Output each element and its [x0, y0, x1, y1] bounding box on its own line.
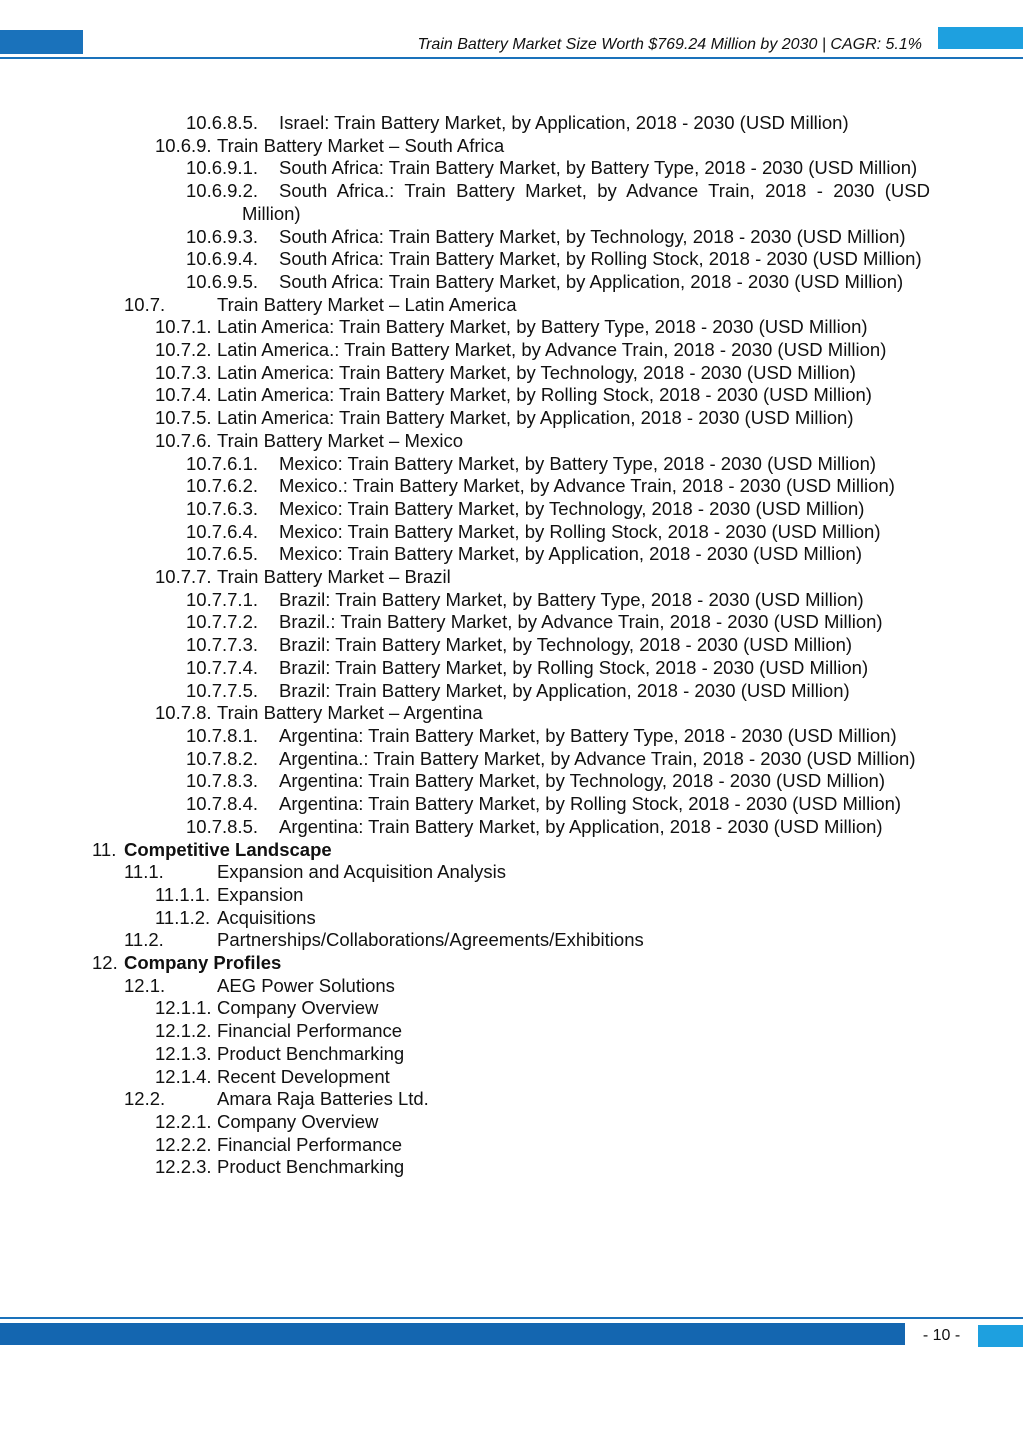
toc-entry [0, 543, 1023, 566]
toc-entry-text: Latin America: Train Battery Market, by Application, 2018 - 2030 (USD Million) [217, 407, 854, 429]
toc-entry-number: 11.1. [124, 861, 164, 883]
toc-entry-text: Brazil: Train Battery Market, by Battery Type, 2018 - 2030 (USD Million) [279, 588, 864, 610]
toc-entry-text: Argentina.: Train Battery Market, by Advance Train, 2018 - 2030 (USD Million) [279, 747, 916, 769]
toc-entry [0, 725, 1023, 748]
header-rule [0, 57, 1023, 59]
toc-entry-text: Argentina: Train Battery Market, by Battery Type, 2018 - 2030 (USD Million) [279, 724, 897, 746]
toc-entry-text: Mexico: Train Battery Market, by Rolling Stock, 2018 - 2030 (USD Million) [279, 520, 881, 542]
toc-entry-text: Expansion [217, 883, 304, 905]
toc-entry-text: Brazil: Train Battery Market, by Application, 2018 - 2030 (USD Million) [279, 679, 850, 701]
toc-entry-number: 11.1.2. [155, 906, 211, 928]
toc-entry-text: Competitive Landscape [124, 838, 332, 860]
toc-entry [0, 430, 1023, 453]
toc-entry [0, 226, 1023, 249]
toc-entry-text: South Africa: Train Battery Market, by Application, 2018 - 2030 (USD Million) [279, 270, 904, 292]
toc-entry [0, 316, 1023, 339]
toc-entry-number: 10.6.9.3. [186, 225, 259, 247]
toc-entry-text: Train Battery Market – Brazil [217, 566, 451, 588]
toc-entry [0, 861, 1023, 884]
toc-entry-number: 10.7.7.1. [186, 588, 259, 610]
toc-entry-number: 10.7.6.5. [186, 543, 259, 565]
toc-entry [0, 453, 1023, 476]
toc-entry-number: 11.1.1. [155, 883, 211, 905]
toc-entry-number: 10.7.5. [155, 407, 212, 429]
toc-entry [0, 702, 1023, 725]
toc-entry-text: Partnerships/Collaborations/Agreements/Exhibitions [217, 929, 644, 951]
toc-entry-number: 12.1.4. [155, 1065, 212, 1087]
toc-entry [0, 1020, 1023, 1043]
toc-entry-number: 10.7.8.2. [186, 747, 259, 769]
toc-entry-number: 12.1.2. [155, 1020, 212, 1042]
toc-entry [0, 634, 1023, 657]
toc-entry-text: Mexico: Train Battery Market, by Technology, 2018 - 2030 (USD Million) [279, 497, 865, 519]
toc-entry-text: Financial Performance [217, 1020, 403, 1042]
toc-entry [0, 135, 1023, 158]
toc-entry [0, 839, 1023, 862]
toc-entry-number: 10.6.9.1. [186, 157, 259, 179]
footer-rule [0, 1317, 1023, 1319]
toc-entry-text: Mexico: Train Battery Market, by Application, 2018 - 2030 (USD Million) [279, 543, 862, 565]
toc-entry [0, 952, 1023, 975]
toc-entry-number: 10.7.6.2. [186, 475, 259, 497]
toc-entry-text: Train Battery Market – South Africa [217, 134, 505, 156]
toc-entry-number: 10.7.7.5. [186, 679, 259, 701]
toc-entry-number: 10.7.1. [155, 316, 212, 338]
toc-entry-number: 10.7.3. [155, 361, 212, 383]
toc-entry-text: Company Profiles [124, 952, 282, 974]
toc-entry [0, 1134, 1023, 1157]
toc-entry-text: Amara Raja Batteries Ltd. [217, 1088, 429, 1110]
header-accent-left [0, 30, 83, 54]
toc-entry-number: 10.7.8.4. [186, 793, 259, 815]
toc-entry [0, 929, 1023, 952]
toc-entry [0, 339, 1023, 362]
toc-entry [0, 407, 1023, 430]
toc-entry-number: 12.1.1. [155, 997, 212, 1019]
toc-entry-text: Product Benchmarking [217, 1042, 405, 1064]
toc-entry-text: AEG Power Solutions [217, 974, 395, 996]
toc-entry-number: 10.7.6.1. [186, 452, 259, 474]
toc-entry [0, 793, 1023, 816]
toc-entry-number: 10.7.6.4. [186, 520, 259, 542]
toc-entry-text: Latin America: Train Battery Market, by Technology, 2018 - 2030 (USD Million) [217, 361, 856, 383]
toc-entry [0, 294, 1023, 317]
toc-entry [0, 884, 1023, 907]
toc-entry [0, 384, 1023, 407]
toc-entry-number: 10.7.7. [155, 566, 212, 588]
table-of-contents [0, 112, 1023, 1179]
toc-entry [0, 1088, 1023, 1111]
toc-entry-number: 10.7.8. [155, 702, 212, 724]
toc-entry [0, 1043, 1023, 1066]
toc-entry-text: Latin America: Train Battery Market, by Battery Type, 2018 - 2030 (USD Million) [217, 316, 868, 338]
toc-entry-text: Latin America.: Train Battery Market, by Advance Train, 2018 - 2030 (USD Million) [217, 339, 887, 361]
toc-entry-text: Mexico: Train Battery Market, by Battery Type, 2018 - 2030 (USD Million) [279, 452, 877, 474]
toc-entry [0, 157, 1023, 180]
toc-entry-number: 10.6.9.2. [186, 180, 259, 202]
toc-entry [0, 362, 1023, 385]
toc-entry [0, 770, 1023, 793]
toc-entry-text: Israel: Train Battery Market, by Application, 2018 - 2030 (USD Million) [279, 112, 849, 133]
footer-accent-right [978, 1325, 1023, 1347]
toc-entry-number: 11.2. [124, 929, 164, 951]
toc-entry [0, 680, 1023, 703]
toc-entry-number: 10.6.9.4. [186, 248, 259, 270]
toc-entry-number: 12.1. [124, 974, 166, 996]
toc-entry-number: 10.7.8.5. [186, 815, 259, 837]
toc-entry-text: South Africa: Train Battery Market, by Battery Type, 2018 - 2030 (USD Million) [279, 157, 918, 179]
toc-entry-number: 12.2. [124, 1088, 166, 1110]
toc-entry [0, 907, 1023, 930]
toc-entry [0, 521, 1023, 544]
toc-entry [0, 271, 1023, 294]
toc-entry-text: Latin America: Train Battery Market, by Rolling Stock, 2018 - 2030 (USD Million) [217, 384, 872, 406]
toc-entry-number: 10.7.7.4. [186, 656, 259, 678]
toc-entry [0, 748, 1023, 771]
toc-entry [0, 248, 1023, 271]
toc-entry [0, 816, 1023, 839]
toc-entry-number: 10.6.9. [155, 134, 212, 156]
toc-entry-number: 10.6.8.5. [186, 112, 259, 133]
toc-entry [0, 1066, 1023, 1089]
toc-entry [0, 975, 1023, 998]
toc-entry-text: Recent Development [217, 1065, 390, 1087]
footer-bar [0, 1323, 905, 1345]
toc-entry [0, 997, 1023, 1020]
toc-entry [0, 566, 1023, 589]
toc-entry-number: 10.6.9.5. [186, 270, 259, 292]
toc-entry-text: South Africa: Train Battery Market, by Technology, 2018 - 2030 (USD Million) [279, 225, 906, 247]
toc-entry-text: Brazil: Train Battery Market, by Technology, 2018 - 2030 (USD Million) [279, 634, 853, 656]
toc-entry-text: Train Battery Market – Argentina [217, 702, 483, 724]
toc-entry-text: South Africa.: Train Battery Market, by Advance Train, 2018 - 2030 (USD Million) [242, 180, 930, 224]
toc-entry-number: 10.7. [124, 293, 166, 315]
toc-entry-text: Company Overview [217, 997, 379, 1019]
toc-entry-text: Train Battery Market – Latin America [217, 293, 517, 315]
toc-entry [0, 657, 1023, 680]
toc-entry [0, 475, 1023, 498]
toc-entry-text: Financial Performance [217, 1133, 403, 1155]
toc-entry-number: 12.2.2. [155, 1133, 212, 1155]
toc-entry [0, 611, 1023, 634]
toc-entry-number: 10.7.7.2. [186, 611, 259, 633]
toc-entry [0, 112, 1023, 135]
toc-entry-text: Company Overview [217, 1110, 379, 1132]
toc-entry [0, 1156, 1023, 1179]
toc-entry-number: 10.7.7.3. [186, 634, 259, 656]
toc-entry-text: Mexico.: Train Battery Market, by Advance Train, 2018 - 2030 (USD Million) [279, 475, 895, 497]
toc-entry-text: Argentina: Train Battery Market, by Application, 2018 - 2030 (USD Million) [279, 815, 883, 837]
toc-entry-text: Argentina: Train Battery Market, by Technology, 2018 - 2030 (USD Million) [279, 770, 885, 792]
toc-entry-number: 10.7.6.3. [186, 497, 259, 519]
toc-entry-text: Brazil: Train Battery Market, by Rolling Stock, 2018 - 2030 (USD Million) [279, 656, 869, 678]
toc-entry-text: Argentina: Train Battery Market, by Rolling Stock, 2018 - 2030 (USD Million) [279, 793, 902, 815]
toc-entry-number: 12. [92, 952, 118, 974]
toc-entry-number: 12.1.3. [155, 1042, 212, 1064]
toc-entry-text: Brazil.: Train Battery Market, by Advance Train, 2018 - 2030 (USD Million) [279, 611, 883, 633]
toc-entry-text: Product Benchmarking [217, 1156, 405, 1178]
toc-entry-text: Acquisitions [217, 906, 316, 928]
toc-entry-number: 10.7.4. [155, 384, 212, 406]
header-accent-right [938, 27, 1023, 49]
toc-entry-text: South Africa: Train Battery Market, by Rolling Stock, 2018 - 2030 (USD Million) [279, 248, 922, 270]
toc-entry-number: 10.7.8.1. [186, 724, 259, 746]
toc-entry-number: 10.7.6. [155, 429, 212, 451]
toc-entry [0, 1111, 1023, 1134]
toc-entry [0, 180, 1023, 225]
toc-entry-number: 11. [92, 838, 117, 860]
toc-entry-number: 12.2.3. [155, 1156, 212, 1178]
toc-entry-text: Expansion and Acquisition Analysis [217, 861, 506, 883]
toc-entry [0, 589, 1023, 612]
toc-entry-number: 10.7.8.3. [186, 770, 259, 792]
toc-entry-number: 12.2.1. [155, 1110, 212, 1132]
header-title: Train Battery Market Size Worth $769.24 Million by 2030 | CAGR: 5.1% [417, 36, 922, 53]
toc-entry-text: Train Battery Market – Mexico [217, 429, 464, 451]
toc-entry-number: 10.7.2. [155, 339, 212, 361]
page-number: - 10 - [922, 1327, 961, 1344]
toc-entry [0, 498, 1023, 521]
